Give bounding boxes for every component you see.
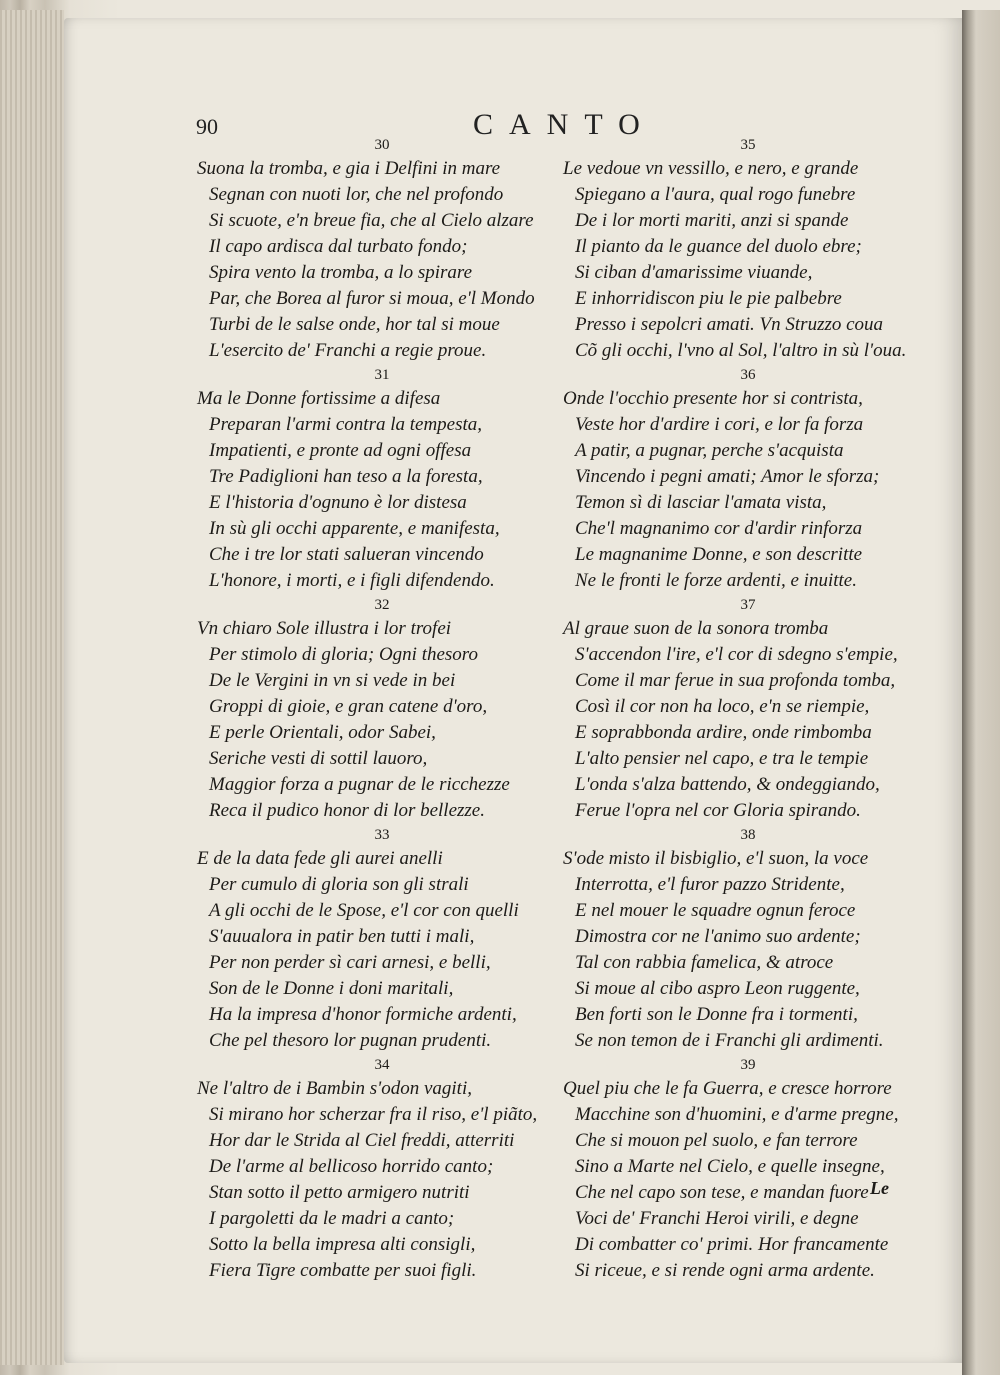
stanza — [563, 594, 933, 824]
verse-line: A patir, a pugnar, perche s'acquista — [575, 440, 844, 461]
verse-line: Sotto la bella impresa alti consigli, — [209, 1234, 476, 1255]
verse-line: S'ode misto il bisbiglio, e'l suon, la voce — [563, 848, 869, 869]
verse-line: Dimostra cor ne l'animo suo ardente; — [575, 926, 861, 947]
left-text-column — [197, 134, 567, 1284]
verse-line: Son de le Donne i doni maritali, — [209, 978, 454, 999]
verse-line: L'onda s'alza battendo, & ondeggiando, — [575, 774, 880, 795]
verse-line: Così il cor non ha loco, e'n se riempie, — [575, 696, 870, 717]
verse-line: Onde l'occhio presente hor si contrista, — [563, 388, 863, 409]
stanza-number: 30 — [374, 137, 390, 153]
stanza — [197, 364, 567, 594]
verse-line: Ne le fronti le forze ardenti, e inuitte. — [575, 570, 857, 591]
verse-line: Hor dar le Strida al Ciel freddi, atterriti — [209, 1130, 515, 1151]
verse-line: Tal con rabbia famelica, & atroce — [575, 952, 834, 973]
verse-line: Tre Padiglioni han teso a la foresta, — [209, 466, 483, 487]
verse-line: Quel piu che le fa Guerra, e cresce horrore — [563, 1078, 892, 1099]
stanza — [563, 364, 933, 594]
catchword: Le — [870, 1178, 889, 1198]
verse-line: Ben forti son le Donne fra i tormenti, — [575, 1004, 858, 1025]
verse-line: E perle Orientali, odor Sabei, — [209, 722, 436, 743]
verse-line: Maggior forza a pugnar de le ricchezze — [209, 774, 510, 795]
verse-line: E l'historia d'ognuno è lor distesa — [209, 492, 467, 513]
stanza-number: 34 — [374, 1057, 390, 1073]
stanza-number: 35 — [740, 137, 756, 153]
verse-line: Vn chiaro Sole illustra i lor trofei — [197, 618, 452, 639]
verse-line: Stan sotto il petto armigero nutriti — [209, 1182, 470, 1203]
facing-page-edge — [962, 10, 1000, 1375]
verse-line: Il pianto da le guance del duolo ebre; — [575, 236, 862, 257]
verse-line: Presso i sepolcri amati. Vn Struzzo coua — [575, 314, 884, 335]
verse-line: Fiera Tigre combatte per suoi figli. — [209, 1260, 477, 1281]
verse-line: Che si mouon pel suolo, e fan terrore — [575, 1130, 858, 1151]
verse-line: Come il mar ferue in sua profonda tomba, — [575, 670, 896, 691]
verse-line: Voci de' Franchi Heroi virili, e degne — [575, 1208, 859, 1229]
page-number: 90 — [196, 114, 218, 139]
verse-line: Di combatter co' primi. Hor francamente — [575, 1234, 889, 1255]
verse-line: Groppi di gioie, e gran catene d'oro, — [209, 696, 488, 717]
verse-line: S'auualora in patir ben tutti i mali, — [209, 926, 475, 947]
verse-line: Ha la impresa d'honor formiche ardenti, — [209, 1004, 517, 1025]
stanza-number: 38 — [740, 827, 756, 843]
verse-line: De i lor morti mariti, anzi si spande — [575, 210, 849, 231]
verse-line: Ma le Donne fortissime a difesa — [197, 388, 441, 409]
verse-line: Per stimolo di gloria; Ogni thesoro — [209, 644, 478, 665]
verse-line: L'esercito de' Franchi a regie proue. — [209, 340, 487, 361]
verse-line: Se non temon de i Franchi gli ardimenti. — [575, 1030, 884, 1051]
verse-line: Spira vento la tromba, a lo spirare — [209, 262, 473, 283]
verse-line: Ferue l'opra nel cor Gloria spirando. — [575, 800, 861, 821]
verse-line: Vincendo i pegni amati; Amor le sforza; — [575, 466, 880, 487]
verse-line: Preparan l'armi contra la tempesta, — [209, 414, 483, 435]
verse-line: L'honore, i morti, e i figli difendendo. — [209, 570, 495, 591]
verse-line: Turbi de le salse onde, hor tal si moue — [209, 314, 500, 335]
verse-line: Che i tre lor stati salueran vincendo — [209, 544, 484, 565]
verse-line: Par, che Borea al furor si moua, e'l Mondo — [209, 288, 535, 309]
stanza-number: 33 — [374, 827, 390, 843]
stanza-number: 37 — [740, 597, 756, 613]
verse-line: In sù gli occhi apparente, e manifesta, — [209, 518, 500, 539]
page-edges-left — [0, 10, 64, 1365]
verse-line: Cõ gli occhi, l'vno al Sol, l'altro in sù l'oua. — [575, 340, 907, 361]
stanza-number: 39 — [740, 1057, 756, 1073]
verse-line: Impatienti, e pronte ad ogni offesa — [209, 440, 472, 461]
verse-line: E soprabbonda ardire, onde rimbomba — [575, 722, 872, 743]
verse-line: Ne l'altro de i Bambin s'odon vagiti, — [197, 1078, 472, 1099]
verse-line: Si mirano hor scherzar fra il riso, e'l piãto, — [209, 1104, 538, 1125]
stanza-number: 36 — [740, 367, 756, 383]
verse-line: Segnan con nuoti lor, che nel profondo — [209, 184, 504, 205]
verse-line: I pargoletti da le madri a canto; — [209, 1208, 455, 1229]
verse-line: E inhorridiscon piu le pie palbebre — [575, 288, 842, 309]
verse-line: Che'l magnanimo cor d'ardir rinforza — [575, 518, 863, 539]
verse-line: S'accendon l'ire, e'l cor di sdegno s'empie, — [575, 644, 898, 665]
verse-line: Suona la tromba, e gia i Delfini in mare — [197, 158, 501, 179]
verse-line: Reca il pudico honor di lor bellezze. — [209, 800, 485, 821]
verse-line: Per cumulo di gloria son gli strali — [209, 874, 469, 895]
verse-line: Che pel thesoro lor pugnan prudenti. — [209, 1030, 492, 1051]
stanza — [197, 1054, 567, 1284]
verse-line: E de la data fede gli aurei anelli — [197, 848, 443, 869]
stanza-number: 31 — [374, 367, 390, 383]
verse-line: Si moue al cibo aspro Leon ruggente, — [575, 978, 860, 999]
verse-line: Al graue suon de la sonora tromba — [563, 618, 829, 639]
verse-line: De l'arme al bellicoso horrido canto; — [209, 1156, 494, 1177]
verse-line: Si scuote, e'n breue fia, che al Cielo alzare — [209, 210, 534, 231]
verse-line: Le vedoue vn vessillo, e nero, e grande — [563, 158, 859, 179]
stanza — [563, 134, 933, 364]
stanza — [197, 134, 567, 364]
verse-line: Per non perder sì cari arnesi, e belli, — [209, 952, 491, 973]
verse-line: Sino a Marte nel Cielo, e quelle insegne, — [575, 1156, 885, 1177]
stanza — [563, 824, 933, 1054]
right-text-column — [563, 134, 933, 1284]
verse-line: Che nel capo son tese, e mandan fuore — [575, 1182, 869, 1203]
stanza-number: 32 — [374, 597, 390, 613]
verse-line: Le magnanime Donne, e son descritte — [575, 544, 863, 565]
stanza — [197, 594, 567, 824]
verse-line: Il capo ardisca dal turbato fondo; — [209, 236, 468, 257]
verse-line: Si ciban d'amarissime viuande, — [575, 262, 813, 283]
running-head: CANTO — [473, 108, 656, 141]
verse-line: A gli occhi de le Spose, e'l cor con quelli — [209, 900, 519, 921]
stanza — [197, 824, 567, 1054]
verse-line: Spiegano a l'aura, qual rogo funebre — [575, 184, 856, 205]
verse-line: Veste hor d'ardire i cori, e lor fa forza — [575, 414, 864, 435]
verse-line: Macchine son d'huomini, e d'arme pregne, — [575, 1104, 899, 1125]
verse-line: E nel mouer le squadre ognun feroce — [575, 900, 856, 921]
stanza — [563, 1054, 933, 1284]
verse-line: De le Vergini in vn si vede in bei — [209, 670, 456, 691]
verse-line: Temon sì di lasciar l'amata vista, — [575, 492, 827, 513]
verse-line: L'alto pensier nel capo, e tra le tempie — [575, 748, 869, 769]
verse-line: Seriche vesti di sottil lauoro, — [209, 748, 428, 769]
verse-line: Si riceue, e si rende ogni arma ardente. — [575, 1260, 875, 1281]
verse-line: Interrotta, e'l furor pazzo Stridente, — [575, 874, 845, 895]
